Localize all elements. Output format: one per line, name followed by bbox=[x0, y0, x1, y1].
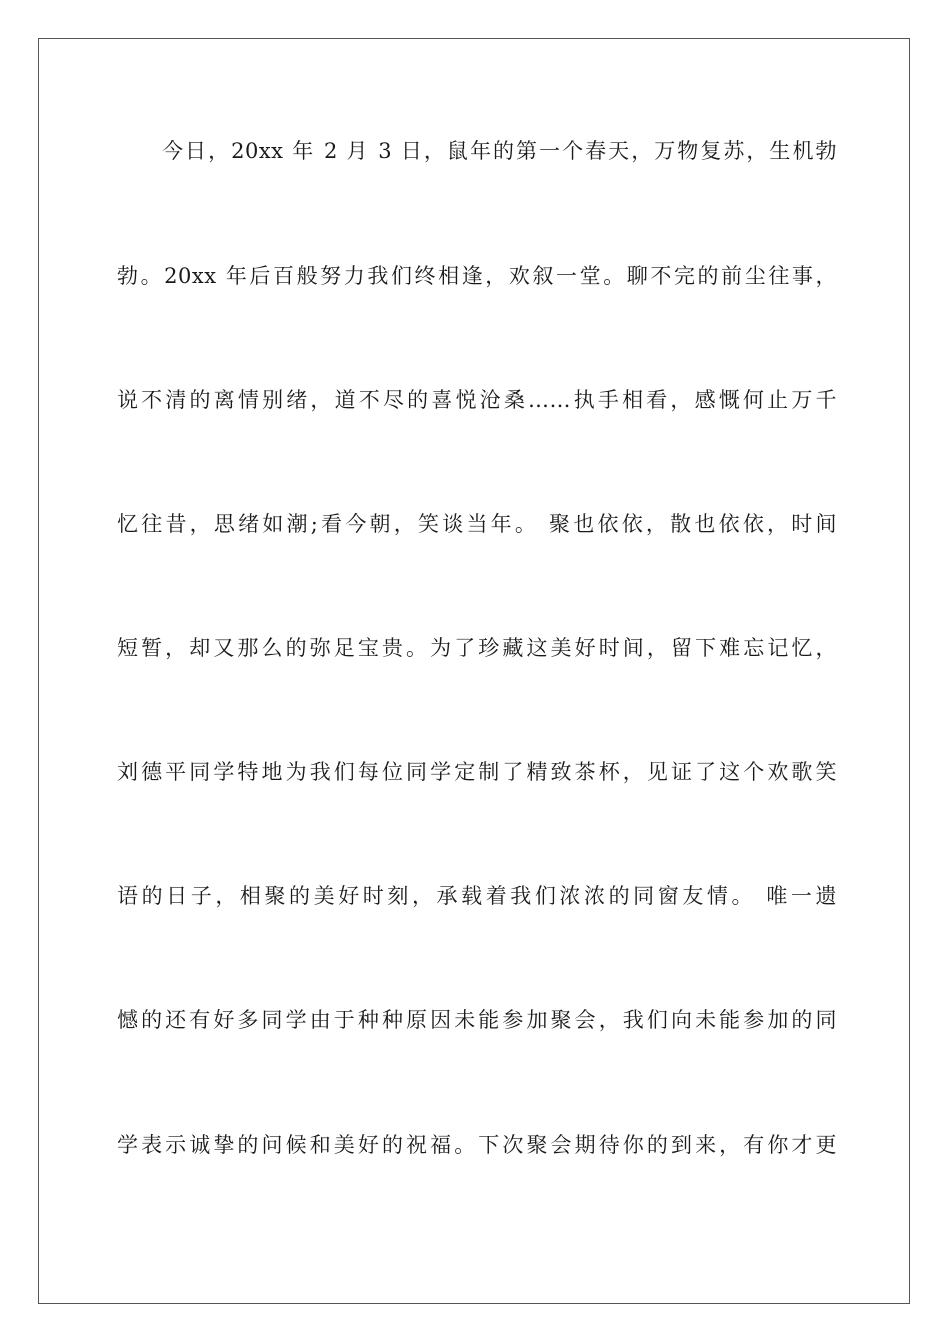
paragraph-line-7: 语的日子，相聚的美好时刻，承载着我们浓浓的同窗友情。 唯一遗 bbox=[117, 884, 837, 908]
paragraph-line-3: 说不清的离情别绪，道不尽的喜悦沧桑……执手相看，感慨何止万千 bbox=[117, 388, 837, 412]
paragraph-line-4: 忆往昔，思绪如潮;看今朝，笑谈当年。 聚也依依，散也依依，时间 bbox=[117, 512, 837, 536]
paragraph-line-1: 今日，20xx 年 2 月 3 日，鼠年的第一个春天，万物复苏，生机勃 bbox=[162, 139, 837, 163]
paragraph-line-9: 学表示诚挚的问候和美好的祝福。下次聚会期待你的到来，有你才更 bbox=[117, 1133, 837, 1157]
page-border bbox=[38, 38, 910, 1304]
paragraph-line-2: 勃。20xx 年后百般努力我们终相逢，欢叙一堂。聊不完的前尘往事， bbox=[117, 264, 837, 288]
paragraph-line-5: 短暂，却又那么的弥足宝贵。为了珍藏这美好时间，留下难忘记忆， bbox=[117, 636, 837, 660]
paragraph-line-8: 憾的还有好多同学由于种种原因未能参加聚会，我们向未能参加的同 bbox=[117, 1008, 837, 1032]
paragraph-line-6: 刘德平同学特地为我们每位同学定制了精致茶杯，见证了这个欢歌笑 bbox=[117, 760, 837, 784]
